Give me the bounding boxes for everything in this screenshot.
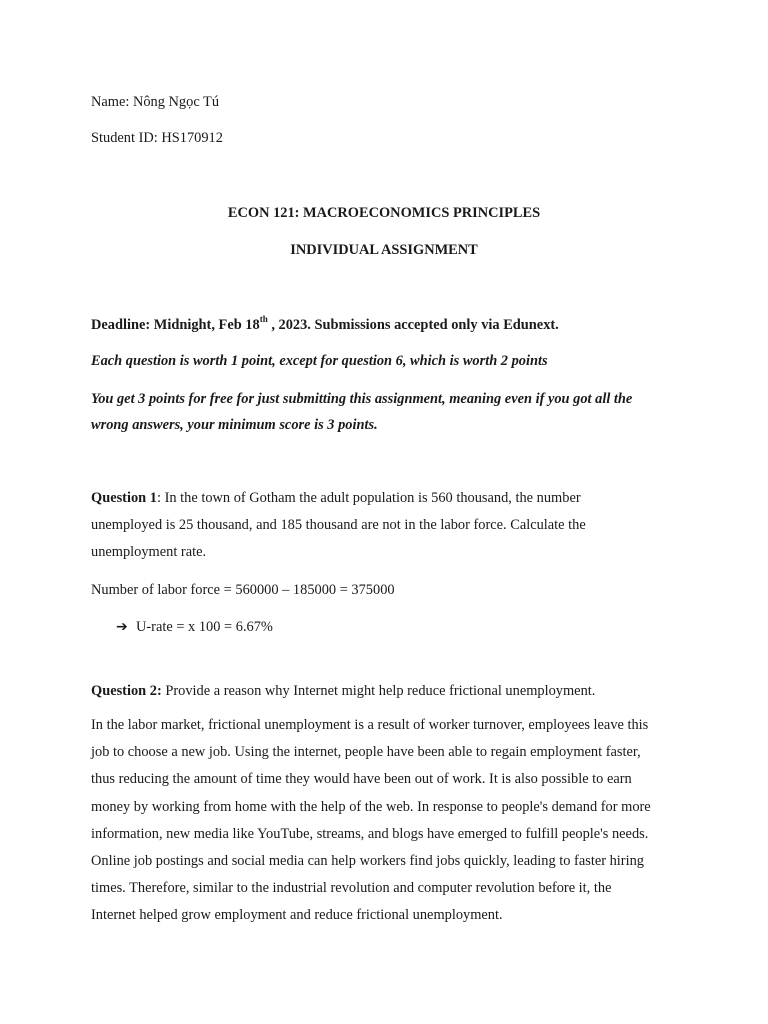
answer-line: times. Therefore, similar to the industrial revolution and computer revolution before it, the xyxy=(91,880,612,897)
arrow-right-icon: ➔ xyxy=(116,619,128,635)
labor-force-calculation: Number of labor force = 560000 – 185000 = 375000 xyxy=(91,582,395,598)
student-id: Student ID: HS170912 xyxy=(91,130,223,146)
question-2-label: Question 2: xyxy=(91,683,162,699)
urate-line xyxy=(116,619,273,636)
answer-line: information, new media like YouTube, streams, and blogs have emerged to fulfill people's needs. xyxy=(91,825,649,842)
answer-line: job to choose a new job. Using the internet, people have been able to regain employment faster, xyxy=(91,744,641,761)
course-title: ECON 121: MACROECONOMICS PRINCIPLES xyxy=(227,205,541,221)
question-1-text-2: unemployed is 25 thousand, and 185 thousand are not in the labor force. Calculate the xyxy=(91,517,586,534)
deadline-superscript: th xyxy=(259,314,268,324)
deadline-line xyxy=(91,314,559,334)
answer-line: thus reducing the amount of time they would have been out of work. It is also possible to earn xyxy=(91,771,632,788)
question-1 xyxy=(91,485,691,567)
deadline-suffix: , 2023. Submissions accepted only via Edunext. xyxy=(267,317,559,333)
answer-line: In the labor market, frictional unemployment is a result of worker turnover, employees leave this xyxy=(91,717,649,733)
answer-line: Online job postings and social media can help workers find jobs quickly, leading to faster hiring xyxy=(91,853,644,870)
answer-line: Internet helped grow employment and reduce frictional unemployment. xyxy=(91,907,503,924)
question-1-line-1 xyxy=(91,485,691,512)
question-2-answer xyxy=(91,712,691,930)
deadline-prefix: Deadline: Midnight, Feb 18 xyxy=(91,317,260,333)
free-points-line-1: You get 3 points for free for just submitting this assignment, meaning even if you got all the xyxy=(91,391,633,407)
answer-line: money by working from home with the help of the web. In response to people's demand for more xyxy=(91,798,651,815)
question-1-label: Question 1 xyxy=(91,490,157,506)
question-1-text-1: : In the town of Gotham the adult population is 560 thousand, the number xyxy=(156,490,581,506)
assignment-subtitle: INDIVIDUAL ASSIGNMENT xyxy=(290,242,478,258)
urate-calculation: U-rate = x 100 = 6.67% xyxy=(136,619,273,635)
question-1-text-3: unemployment rate. xyxy=(91,544,207,561)
question-2-prompt: Provide a reason why Internet might help reduce frictional unemployment. xyxy=(161,683,596,699)
free-points-line-2: wrong answers, your minimum score is 3 points. xyxy=(91,417,378,433)
points-note: Each question is worth 1 point, except for question 6, which is worth 2 points xyxy=(91,353,548,369)
question-2 xyxy=(91,683,595,700)
student-name: Name: Nông Ngọc Tú xyxy=(91,94,220,110)
